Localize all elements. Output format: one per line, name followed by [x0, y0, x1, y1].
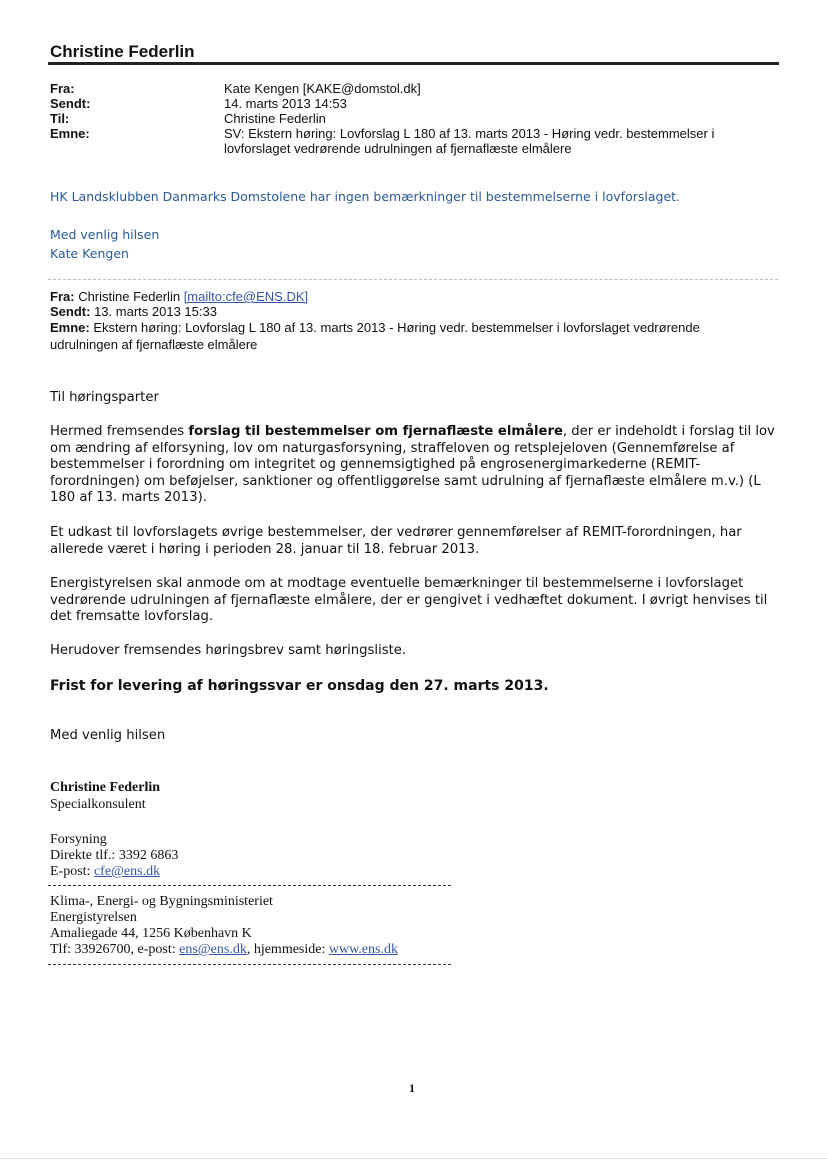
org-agency: Energistyrelsen	[50, 910, 137, 925]
deadline: Frist for levering af høringssvar er onsdag den 27. marts 2013.	[50, 678, 549, 694]
p1-start: Hermed fremsendes	[50, 424, 189, 439]
org-contact	[50, 942, 398, 958]
reply-name: Kate Kengen	[50, 246, 129, 261]
paragraph-1	[50, 424, 780, 507]
contact-prefix: Tlf: 33926700, e-post:	[50, 942, 180, 957]
p1-rest: , der er indeholdt i forslag til lov om ændring af elforsyning, lov om naturgasforsyning, straffeloven og retsplejeloven (Gennemførelse af bestemmelser i forordning om integritet og gennemsigtighed på engrosenergimarkederne (REMIT-forordningen) om beføjelser, sanktioner og offentliggørelse samt udrulning af fjernaflæste elmålere m.v.) (L 180 af 13. marts 2013).	[50, 424, 775, 505]
document-title: Christine Federlin	[50, 42, 195, 61]
subject-label: Emne:	[50, 126, 90, 141]
sent-value: 14. marts 2013 14:53	[224, 96, 347, 111]
fwd-subject-value: Ekstern høring: Lovforslag L 180 af 13. marts 2013 - Høring vedr. bestemmelser i lovforslaget vedrørende	[93, 320, 700, 335]
email-label: E-post:	[50, 864, 94, 879]
fwd-subject-line	[50, 320, 700, 335]
signature-dept: Forsyning	[50, 832, 107, 847]
reply-text: HK Landsklubben Danmarks Domstolene har ingen bemærkninger til bestemmelserne i lovforslaget.	[50, 189, 681, 204]
from-value: Kate Kengen [KAKE@domstol.dk]	[224, 81, 421, 96]
phone-value: 3392 6863	[118, 848, 179, 863]
closing: Med venlig hilsen	[50, 728, 166, 743]
website-link[interactable]: www.ens.dk	[328, 942, 398, 957]
fwd-sent-label: Sendt:	[50, 304, 91, 319]
to-label: Til:	[50, 111, 70, 126]
from-label: Fra:	[50, 81, 75, 96]
p1-bold: forslag til bestemmelser om fjernaflæste elmålere	[188, 424, 563, 439]
paragraph-3: Energistyrelsen skal anmode om at modtage eventuelle bemærkninger til bestemmelserne i lovforslaget vedrørende udrulningen af fjernaflæste elmålere, der er gengivet i vedhæftet dokument. I øvrigt henvises til det fremsatte lovforslag.	[50, 576, 768, 624]
signature-phone	[50, 848, 178, 864]
signature-divider-top	[48, 885, 451, 886]
separator-line	[48, 279, 778, 280]
fwd-mailto-link[interactable]: [mailto:cfe@ENS.DK]	[183, 289, 309, 304]
page-bottom-edge	[0, 1158, 827, 1159]
signature-email	[50, 864, 160, 880]
subject-value: SV: Ekstern høring: Lovforslag L 180 af 13. marts 2013 - Høring vedr. bestemmelser i	[224, 126, 715, 141]
email-link[interactable]: cfe@ens.dk	[93, 864, 161, 879]
fwd-sent-line	[50, 304, 217, 319]
contact-mid: , hjemmeside:	[246, 942, 329, 957]
fwd-from-line	[50, 289, 308, 304]
paragraph-2: Et udkast til lovforslagets øvrige bestemmelser, der vedrører gennemførelser af REMIT-forordningen, har allerede været i høring i perioden 28. januar til 18. februar 2013.	[50, 525, 742, 557]
signature-divider-bottom	[48, 964, 451, 965]
title-rule	[48, 62, 779, 65]
fwd-from-label: Fra:	[50, 289, 75, 304]
fwd-sent-value: 13. marts 2013 15:33	[94, 304, 217, 319]
reply-greeting: Med venlig hilsen	[50, 227, 160, 242]
org-address: Amaliegade 44, 1256 København K	[50, 926, 252, 941]
sent-label: Sendt:	[50, 96, 91, 111]
fwd-subject-line2: udrulningen af fjernaflæste elmålere	[50, 337, 258, 352]
org-ministry: Klima-, Energi- og Bygningsministeriet	[50, 894, 273, 909]
subject-value-line2: lovforslaget vedrørende udrulningen af fjernaflæste elmålere	[224, 141, 572, 156]
signature-title: Specialkonsulent	[50, 797, 146, 812]
fwd-from-value: Christine Federlin	[78, 289, 181, 304]
page-number: 1	[409, 1081, 415, 1095]
to-value: Christine Federlin	[224, 111, 326, 126]
signature-name: Christine Federlin	[50, 780, 161, 795]
contact-email-link[interactable]: ens@ens.dk	[179, 942, 247, 957]
salutation: Til høringsparter	[50, 390, 159, 405]
paragraph-4: Herudover fremsendes høringsbrev samt høringsliste.	[50, 643, 407, 658]
fwd-subject-label: Emne:	[50, 320, 90, 335]
phone-label: Direkte tlf.:	[50, 848, 119, 863]
